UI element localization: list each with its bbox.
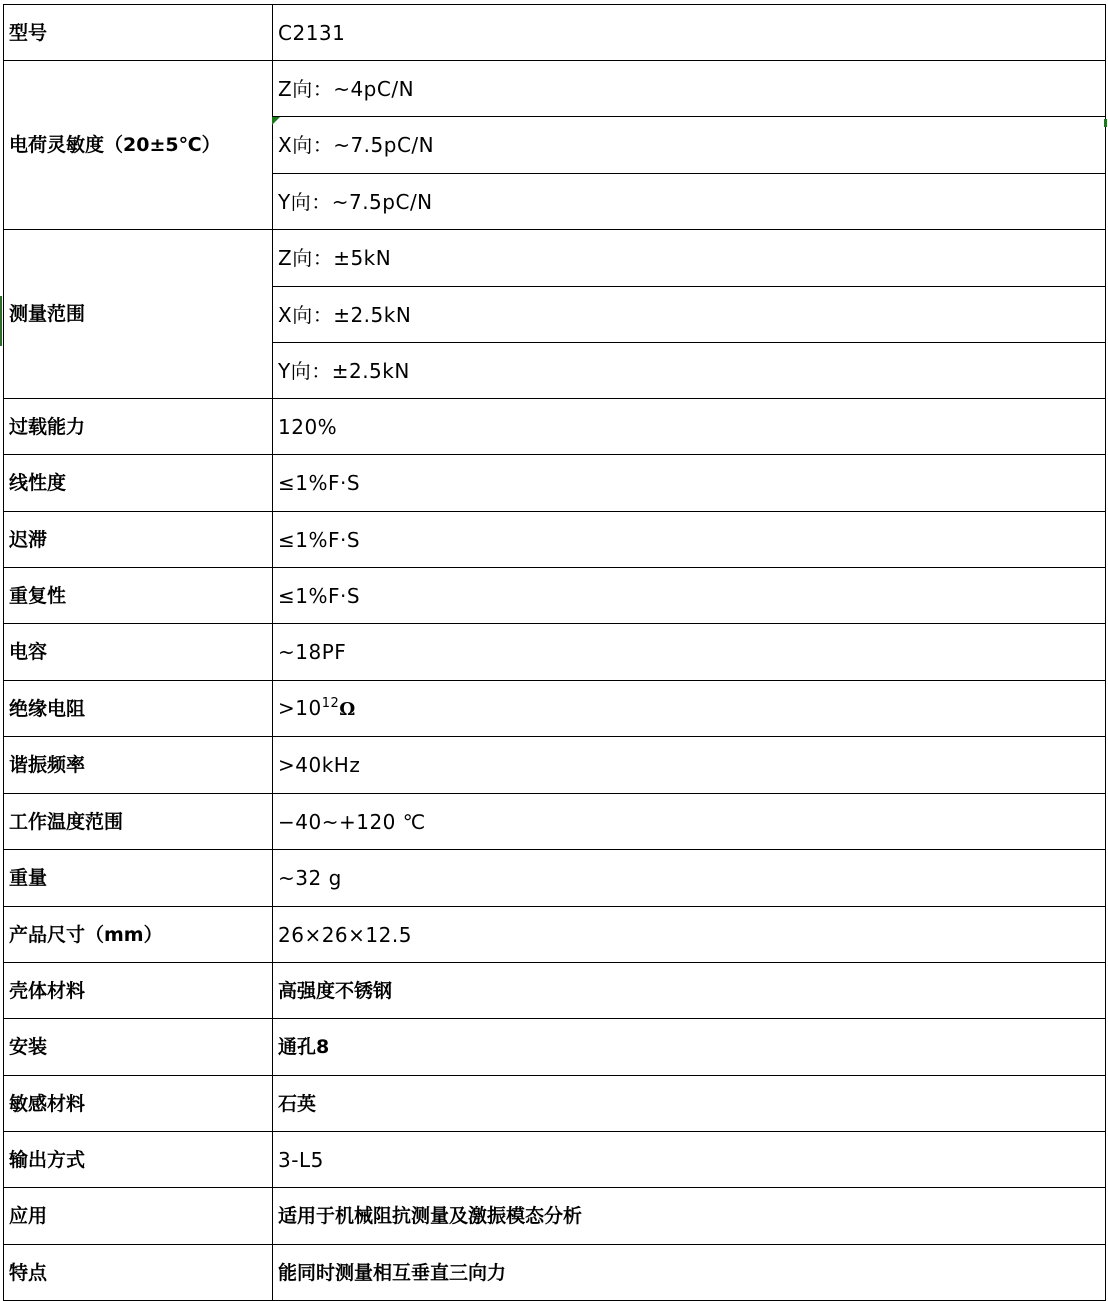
- row-value: ≤1%F·S: [273, 568, 1106, 624]
- row-value-y: Y向：±2.5kN: [273, 343, 1106, 399]
- table-row-model: [4, 5, 1106, 61]
- row-label: 壳体材料: [4, 963, 273, 1019]
- table-row-output: [4, 1132, 1106, 1188]
- table-row-linearity: [4, 455, 1106, 512]
- row-label: 应用: [4, 1188, 273, 1245]
- row-value: ≤1%F·S: [273, 512, 1106, 568]
- table-row-sensing-material: [4, 1076, 1106, 1132]
- row-value: ~18PF: [273, 624, 1106, 681]
- table-row-dimensions: [4, 907, 1106, 963]
- row-value: ≤1%F·S: [273, 455, 1106, 512]
- table-row-insulation-resistance: [4, 681, 1106, 737]
- cell-comment-marker-icon: [272, 117, 280, 125]
- table-row-resonant-frequency: [4, 737, 1106, 794]
- row-label: 迟滞: [4, 512, 273, 568]
- row-label: 测量范围: [4, 230, 273, 399]
- row-label: 特点: [4, 1245, 273, 1301]
- row-value: >40kHz: [273, 737, 1106, 794]
- row-label: 谐振频率: [4, 737, 273, 794]
- row-label: 型号: [4, 5, 273, 61]
- row-value: 通孔8: [273, 1019, 1106, 1076]
- cell-edge-marker: [1104, 119, 1107, 127]
- row-value: 120%: [273, 399, 1106, 455]
- row-value: [273, 681, 1106, 737]
- table-row-measuring-range-z: [4, 230, 1106, 287]
- row-label: 安装: [4, 1019, 273, 1076]
- row-label: 产品尺寸（mm）: [4, 907, 273, 963]
- table-row-capacitance: [4, 624, 1106, 681]
- row-value: 高强度不锈钢: [273, 963, 1106, 1019]
- row-value: 26×26×12.5: [273, 907, 1106, 963]
- row-label: 电荷灵敏度（20±5℃）: [4, 61, 273, 230]
- table-row-charge-sensitivity-z: [4, 61, 1106, 117]
- row-value: ~32 g: [273, 850, 1106, 907]
- row-value: 适用于机械阻抗测量及激振模态分析: [273, 1188, 1106, 1245]
- table-row-housing-material: [4, 963, 1106, 1019]
- table-row-overload: [4, 399, 1106, 455]
- row-value: −40~+120 ℃: [273, 794, 1106, 850]
- table-row-features: [4, 1245, 1106, 1301]
- row-label: 敏感材料: [4, 1076, 273, 1132]
- row-label: 线性度: [4, 455, 273, 512]
- row-label: 绝缘电阻: [4, 681, 273, 737]
- ohm-unit: Ω: [339, 698, 356, 720]
- row-value-y: Y向：~7.5pC/N: [273, 174, 1106, 230]
- row-value-z: Z向：±5kN: [273, 230, 1106, 287]
- table-row-application: [4, 1188, 1106, 1245]
- value-exponent: 12: [321, 695, 340, 711]
- row-value: 能同时测量相互垂直三向力: [273, 1245, 1106, 1301]
- row-value: 石英: [273, 1076, 1106, 1132]
- table-row-operating-temperature: [4, 794, 1106, 850]
- row-label: 过载能力: [4, 399, 273, 455]
- table-row-weight: [4, 850, 1106, 907]
- row-label: 工作温度范围: [4, 794, 273, 850]
- row-value-z: Z向：~4pC/N: [273, 61, 1106, 117]
- row-label: 输出方式: [4, 1132, 273, 1188]
- row-value-x: X向：±2.5kN: [273, 287, 1106, 343]
- row-value: C2131: [273, 5, 1106, 61]
- row-label: 重量: [4, 850, 273, 907]
- row-label: 电容: [4, 624, 273, 681]
- row-value-x: X向：~7.5pC/N: [273, 117, 1106, 174]
- table-row-mounting: [4, 1019, 1106, 1076]
- row-value: 3-L5: [273, 1132, 1106, 1188]
- value-prefix: >10: [278, 695, 322, 720]
- row-edge-marker: [0, 296, 2, 346]
- table-row-repeatability: [4, 568, 1106, 624]
- row-label: 重复性: [4, 568, 273, 624]
- table-row-hysteresis: [4, 512, 1106, 568]
- spec-table: [3, 4, 1106, 1301]
